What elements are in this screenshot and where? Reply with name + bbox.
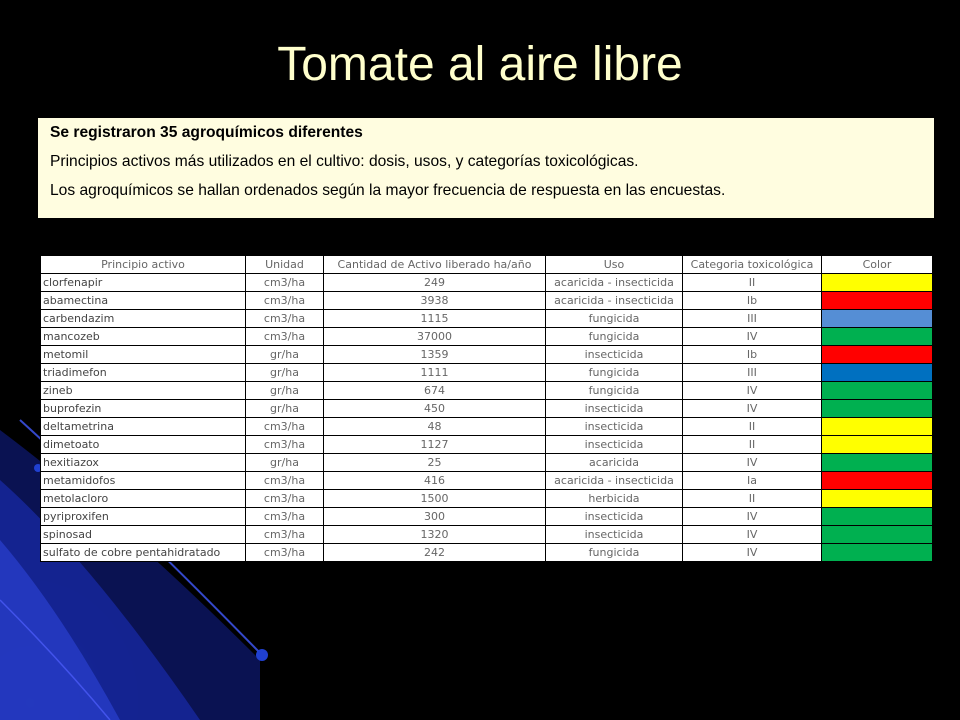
decor-dot bbox=[256, 649, 268, 661]
table-row bbox=[41, 292, 933, 310]
column-header-color: Color bbox=[822, 256, 933, 274]
column-header-unidad: Unidad bbox=[246, 256, 324, 274]
cell-uso: fungicida bbox=[546, 364, 683, 382]
cell-unidad: cm3/ha bbox=[246, 310, 324, 328]
cell-principio-activo: metamidofos bbox=[41, 472, 246, 490]
table-row bbox=[41, 274, 933, 292]
cell-categoria: II bbox=[683, 436, 822, 454]
cell-unidad: cm3/ha bbox=[246, 418, 324, 436]
cell-categoria: Ia bbox=[683, 472, 822, 490]
cell-unidad: gr/ha bbox=[246, 382, 324, 400]
cell-color-swatch bbox=[822, 292, 933, 310]
cell-color-swatch bbox=[822, 508, 933, 526]
cell-principio-activo: abamectina bbox=[41, 292, 246, 310]
cell-unidad: cm3/ha bbox=[246, 544, 324, 562]
table-row bbox=[41, 400, 933, 418]
table-row bbox=[41, 526, 933, 544]
info-box bbox=[38, 118, 934, 218]
cell-uso: herbicida bbox=[546, 490, 683, 508]
cell-principio-activo: spinosad bbox=[41, 526, 246, 544]
cell-categoria: III bbox=[683, 364, 822, 382]
cell-uso: acaricida bbox=[546, 454, 683, 472]
cell-categoria: IV bbox=[683, 508, 822, 526]
cell-uso: fungicida bbox=[546, 382, 683, 400]
cell-unidad: cm3/ha bbox=[246, 328, 324, 346]
cell-categoria: IV bbox=[683, 382, 822, 400]
cell-principio-activo: pyriproxifen bbox=[41, 508, 246, 526]
slide-title: Tomate al aire libre bbox=[277, 38, 683, 91]
cell-color-swatch bbox=[822, 346, 933, 364]
cell-color-swatch bbox=[822, 436, 933, 454]
cell-unidad: cm3/ha bbox=[246, 472, 324, 490]
cell-color-swatch bbox=[822, 454, 933, 472]
table-row bbox=[41, 490, 933, 508]
cell-principio-activo: metolacloro bbox=[41, 490, 246, 508]
cell-uso: fungicida bbox=[546, 310, 683, 328]
cell-unidad: cm3/ha bbox=[246, 274, 324, 292]
cell-uso: insecticida bbox=[546, 400, 683, 418]
cell-cantidad: 416 bbox=[324, 472, 546, 490]
cell-principio-activo: clorfenapir bbox=[41, 274, 246, 292]
cell-cantidad: 1127 bbox=[324, 436, 546, 454]
table-row bbox=[41, 472, 933, 490]
cell-cantidad: 48 bbox=[324, 418, 546, 436]
cell-categoria: Ib bbox=[683, 346, 822, 364]
table-row bbox=[41, 508, 933, 526]
cell-cantidad: 674 bbox=[324, 382, 546, 400]
cell-principio-activo: buprofezin bbox=[41, 400, 246, 418]
cell-categoria: III bbox=[683, 310, 822, 328]
cell-principio-activo: mancozeb bbox=[41, 328, 246, 346]
column-header-categoria: Categoria toxicológica bbox=[683, 256, 822, 274]
cell-uso: insecticida bbox=[546, 346, 683, 364]
cell-unidad: gr/ha bbox=[246, 364, 324, 382]
cell-categoria: II bbox=[683, 490, 822, 508]
cell-categoria: IV bbox=[683, 454, 822, 472]
cell-color-swatch bbox=[822, 400, 933, 418]
table-header-row bbox=[41, 256, 933, 274]
cell-unidad: cm3/ha bbox=[246, 490, 324, 508]
cell-categoria: II bbox=[683, 418, 822, 436]
cell-uso: acaricida - insecticida bbox=[546, 292, 683, 310]
cell-color-swatch bbox=[822, 328, 933, 346]
cell-cantidad: 249 bbox=[324, 274, 546, 292]
cell-categoria: IV bbox=[683, 526, 822, 544]
column-header-cantidad: Cantidad de Activo liberado ha/año bbox=[324, 256, 546, 274]
cell-principio-activo: metomil bbox=[41, 346, 246, 364]
cell-principio-activo: deltametrina bbox=[41, 418, 246, 436]
cell-unidad: cm3/ha bbox=[246, 436, 324, 454]
cell-cantidad: 1500 bbox=[324, 490, 546, 508]
cell-uso: insecticida bbox=[546, 418, 683, 436]
info-ordering-note: Los agroquímicos se hallan ordenados según la mayor frecuencia de respuesta en las encuestas. bbox=[50, 182, 726, 199]
table-row bbox=[41, 382, 933, 400]
cell-color-swatch bbox=[822, 544, 933, 562]
cell-cantidad: 1359 bbox=[324, 346, 546, 364]
column-header-principio: Principio activo bbox=[41, 256, 246, 274]
cell-uso: insecticida bbox=[546, 436, 683, 454]
cell-color-swatch bbox=[822, 310, 933, 328]
cell-cantidad: 1320 bbox=[324, 526, 546, 544]
cell-unidad: cm3/ha bbox=[246, 526, 324, 544]
table-row bbox=[41, 364, 933, 382]
cell-cantidad: 300 bbox=[324, 508, 546, 526]
cell-categoria: Ib bbox=[683, 292, 822, 310]
cell-color-swatch bbox=[822, 274, 933, 292]
cell-cantidad: 242 bbox=[324, 544, 546, 562]
table-row bbox=[41, 418, 933, 436]
cell-uso: acaricida - insecticida bbox=[546, 274, 683, 292]
cell-cantidad: 1111 bbox=[324, 364, 546, 382]
agrochemicals-table bbox=[40, 255, 933, 562]
cell-principio-activo: hexitiazox bbox=[41, 454, 246, 472]
cell-color-swatch bbox=[822, 364, 933, 382]
cell-categoria: IV bbox=[683, 544, 822, 562]
cell-categoria: II bbox=[683, 274, 822, 292]
cell-categoria: IV bbox=[683, 328, 822, 346]
cell-cantidad: 25 bbox=[324, 454, 546, 472]
cell-color-swatch bbox=[822, 418, 933, 436]
cell-uso: acaricida - insecticida bbox=[546, 472, 683, 490]
cell-uso: fungicida bbox=[546, 328, 683, 346]
cell-uso: insecticida bbox=[546, 526, 683, 544]
cell-principio-activo: carbendazim bbox=[41, 310, 246, 328]
cell-color-swatch bbox=[822, 526, 933, 544]
info-active-principles: Principios activos más utilizados en el cultivo: dosis, usos, y categorías toxicológicas. bbox=[50, 153, 639, 170]
table-row bbox=[41, 328, 933, 346]
cell-unidad: gr/ha bbox=[246, 454, 324, 472]
cell-unidad: cm3/ha bbox=[246, 508, 324, 526]
table-body bbox=[41, 274, 933, 562]
cell-principio-activo: zineb bbox=[41, 382, 246, 400]
table-row bbox=[41, 346, 933, 364]
table-row bbox=[41, 436, 933, 454]
cell-uso: fungicida bbox=[546, 544, 683, 562]
cell-principio-activo: sulfato de cobre pentahidratado bbox=[41, 544, 246, 562]
cell-unidad: gr/ha bbox=[246, 346, 324, 364]
column-header-uso: Uso bbox=[546, 256, 683, 274]
cell-color-swatch bbox=[822, 382, 933, 400]
cell-cantidad: 1115 bbox=[324, 310, 546, 328]
table-row bbox=[41, 310, 933, 328]
cell-principio-activo: triadimefon bbox=[41, 364, 246, 382]
cell-uso: insecticida bbox=[546, 508, 683, 526]
info-registered-count: Se registraron 35 agroquímicos diferentes bbox=[50, 124, 363, 141]
cell-cantidad: 37000 bbox=[324, 328, 546, 346]
cell-categoria: IV bbox=[683, 400, 822, 418]
cell-unidad: gr/ha bbox=[246, 400, 324, 418]
cell-cantidad: 3938 bbox=[324, 292, 546, 310]
table-row bbox=[41, 454, 933, 472]
cell-unidad: cm3/ha bbox=[246, 292, 324, 310]
cell-color-swatch bbox=[822, 472, 933, 490]
cell-principio-activo: dimetoato bbox=[41, 436, 246, 454]
cell-color-swatch bbox=[822, 490, 933, 508]
cell-cantidad: 450 bbox=[324, 400, 546, 418]
table-row bbox=[41, 544, 933, 562]
